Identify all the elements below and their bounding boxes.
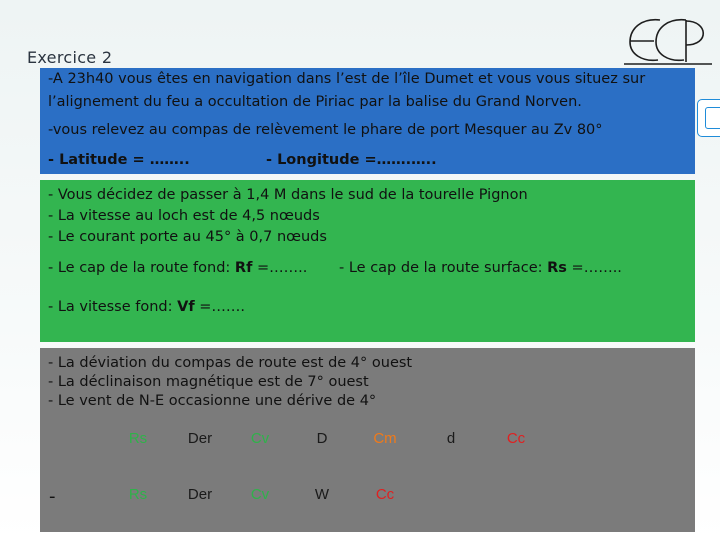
latitude-label: - Latitude	[48, 152, 128, 168]
table-row-1-cell: Cm	[373, 430, 397, 447]
blue-line-3: -vous relevez au compas de relèvement le phare de port Mesquer au Zv 80°	[48, 122, 603, 138]
route-fond-label: - Le cap de la route fond:	[48, 260, 235, 276]
green-line-1: - Vous décidez de passer à 1,4 M dans le sud de la tourelle Pignon	[48, 187, 528, 203]
green-panel	[40, 180, 695, 342]
slide-nav-thumbnail[interactable]	[697, 99, 720, 137]
blue-line-2: l’alignement du feu a occultation de Piriac par la balise du Grand Norven.	[48, 94, 582, 110]
route-fond-symbol: Rf	[234, 260, 253, 276]
table-row-2-cell: Cc	[375, 486, 395, 503]
table-row-2-cell: Cv	[250, 486, 270, 503]
vitesse-fond-symbol: Vf	[177, 299, 195, 315]
route-fond-value: =……..	[252, 260, 308, 276]
blue-panel	[40, 68, 695, 174]
route-surface-label: - Le cap de la route surface:	[339, 260, 548, 276]
table-row-1-cell: d	[446, 430, 456, 447]
table-row-2-cell: W	[314, 486, 330, 503]
longitude-label: - Longitude	[266, 152, 360, 168]
longitude-field	[266, 152, 437, 168]
table-row-1-cell: D	[316, 430, 328, 447]
route-surface-value: =……..	[566, 260, 622, 276]
slide-title: Exercice 2	[27, 48, 113, 67]
green-line-2: - La vitesse au loch est de 4,5 nœuds	[48, 208, 320, 224]
table-row-1-cell: Rs	[128, 430, 148, 447]
grey-panel	[40, 348, 695, 532]
longitude-value: =…….…..	[359, 152, 437, 168]
table-row-1-cell: Cv	[250, 430, 270, 447]
grey-line-1: - La déviation du compas de route est de 4° ouest	[48, 355, 413, 371]
route-surface-symbol: Rs	[547, 260, 567, 276]
table-row-1-cell: Der	[187, 430, 213, 447]
blue-line-1: -A 23h40 vous êtes en navigation dans l’est de l’île Dumet et vous vous situez sur	[48, 71, 646, 87]
grey-line-2: - La déclinaison magnétique est de 7° ouest	[48, 374, 369, 390]
table-row-2-cell: Der	[187, 486, 213, 503]
table-row-1-cell: Cc	[506, 430, 526, 447]
vitesse-fond-field	[48, 299, 245, 315]
route-fond-field	[48, 260, 307, 276]
table-row-2-cell: Rs	[128, 486, 148, 503]
row-2-dash: -	[49, 486, 56, 507]
route-surface-field	[339, 260, 622, 276]
latitude-value: = ……..	[127, 152, 190, 168]
green-line-3: - Le courant porte au 45° à 0,7 nœuds	[48, 229, 327, 245]
vitesse-fond-value: =…….	[194, 299, 246, 315]
grey-line-3: - Le vent de N-E occasionne une dérive de 4°	[48, 393, 377, 409]
latitude-field	[48, 152, 190, 168]
vitesse-fond-label: - La vitesse fond:	[48, 299, 178, 315]
ecp-logo	[620, 10, 716, 70]
